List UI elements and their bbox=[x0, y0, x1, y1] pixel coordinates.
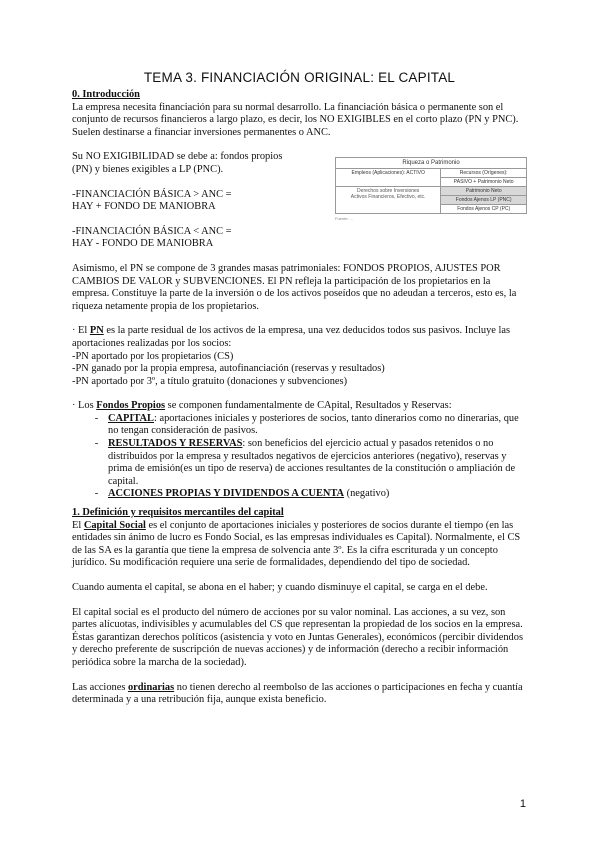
pn-line-2: -PN ganado por la propia empresa, autofinanciación (reservas y resultados) bbox=[72, 363, 385, 375]
acciones-paragraph: El capital social es el producto del número de acciones por su valor nominal. Las acciones, a su vez, son partes alícuotas, indivisibles y acumulables del CS que representan la propiedad de los socios en la empresa. Éstas garantizan derechos políticos (asistencia y voto en Juntas Generales), económicos (percibir dividendos y derecho preferente de suscripción de nuevas acciones) y de información (derecho a recibir información periódica sobre la marcha de la sociedad). bbox=[72, 606, 523, 668]
section-1-heading: 1. Definición y requisitos mercantiles del capital bbox=[72, 507, 284, 519]
fondos-propios-pre: · Los bbox=[72, 400, 97, 412]
ordinarias-term: ordinarias bbox=[127, 681, 175, 693]
section-0-heading: 0. Introducción bbox=[72, 89, 140, 100]
figure-right-head: Recursos (Orígenes): bbox=[441, 169, 527, 178]
list-item-text: (negativo) bbox=[344, 488, 390, 500]
pn-composition-paragraph: Asimismo, el PN se compone de 3 grandes masas patrimoniales: FONDOS PROPIOS, AJUSTES POR CAMBIOS DE VALOR y SUBVENCIONES. El PN refleja la participación de los propietarios en la empresa. Constituye la parte de la inversión o de los activos poseídos que no adeudan a terceros, esto es, la riqueza netamente propia de los propietarios. bbox=[72, 262, 517, 312]
figure-fondos-lp: Fondos Ajenos LP (PNC) bbox=[441, 196, 527, 205]
page-number: 1 bbox=[519, 798, 526, 810]
figure-patrimonio-neto: Patrimonio Neto bbox=[441, 187, 527, 196]
figure-right-sub: PASIVO + Patrimonio Neto bbox=[441, 178, 527, 187]
figure-left-head: Empleos (Aplicaciones): ACTIVO bbox=[336, 169, 441, 187]
list-item-text: : aportaciones iniciales y posteriores de socios, tanto dinerarios como no dinerarias, que no tengan consideración de pasivos. bbox=[108, 412, 519, 437]
figure-left-body bbox=[336, 187, 441, 214]
patrimonio-table bbox=[335, 157, 527, 214]
figure-fondos-cp: Fondos Ajenos CP (PC) bbox=[441, 205, 527, 214]
list-item-text: : son beneficios del ejercicio actual y pasados retenidos o no distribuidos por la empresa y resultados negativos de ejercicios anteriores (negativo), reservas y prima de emisión(es un tipo de reserva) de acciones resultantes de la constitución o ampliación de capital. bbox=[108, 438, 516, 487]
fondos-propios-list bbox=[72, 413, 527, 501]
fondos-propios-post: se componen fundamentalmente de CApital, Resultados y Reservas: bbox=[165, 400, 452, 412]
pn-definition-pre: · El bbox=[72, 325, 90, 337]
intro-row bbox=[72, 151, 527, 251]
figure-left-body-1: Derechos sobre Inversiones bbox=[357, 188, 420, 195]
pn-line-1: -PN aportado por los propietarios (CS) bbox=[72, 350, 234, 362]
pn-definition-post: es la parte residual de los activos de la empresa, una vez deducidos todos sus pasivos. Incluye las aportaciones realizadas por los socios: bbox=[72, 325, 511, 349]
list-item bbox=[106, 438, 527, 488]
document-page bbox=[72, 70, 527, 707]
capital-social-pre: El bbox=[72, 519, 84, 531]
pn-definition-paragraph bbox=[72, 325, 527, 350]
figure-left-body-2: Activos Financieros, Efectivo, etc. bbox=[350, 194, 426, 201]
list-item-term: ACCIONES PROPIAS Y DIVIDENDOS A CUENTA bbox=[108, 488, 345, 500]
fondos-propios-term: Fondos Propios bbox=[96, 400, 166, 412]
ordinarias-pre: Las acciones bbox=[72, 681, 128, 693]
ordinarias-post: no tienen derecho al reembolso de las acciones o participaciones en fecha y cuantía determinada y a una retribución fija, aunque exista beneficio. bbox=[72, 681, 523, 706]
list-item bbox=[106, 413, 527, 438]
intro-paragraph: La empresa necesita financiación para su normal desarrollo. La financiación básica o permanente son el conjunto de recursos financieros a largo plazo, es decir, los NO EXIGIBLES en el corto plazo (PN y PNC). Suelen destinarse a financiar inversiones permanentes o ANC. bbox=[72, 101, 519, 138]
intro-left-column bbox=[72, 151, 302, 251]
patrimonio-figure bbox=[335, 157, 527, 221]
document-title: TEMA 3. FINANCIACIÓN ORIGINAL: EL CAPITAL bbox=[143, 70, 456, 85]
acciones-ordinarias-paragraph bbox=[72, 682, 527, 707]
financiacion-mayor-line1: -FINANCIACIÓN BÁSICA > ANC = bbox=[72, 188, 232, 200]
capital-haber-debe-paragraph: Cuando aumenta el capital, se abona en el haber; y cuando disminuye el capital, se carga en el debe. bbox=[72, 582, 488, 593]
financiacion-menor-line1: -FINANCIACIÓN BÁSICA < ANC = bbox=[72, 225, 232, 237]
list-item-term: RESULTADOS Y RESERVAS bbox=[108, 438, 243, 450]
financiacion-menor-line2: HAY - FONDO DE MANIOBRA bbox=[72, 238, 214, 250]
fondos-propios-paragraph bbox=[72, 400, 527, 413]
financiacion-mayor-line2: HAY + FONDO DE MANIOBRA bbox=[72, 201, 216, 213]
list-item bbox=[106, 488, 527, 501]
figure-title: Riqueza o Patrimonio bbox=[336, 158, 527, 169]
capital-social-paragraph bbox=[72, 520, 527, 570]
no-exigibilidad-paragraph: Su NO EXIGIBILIDAD se debe a: fondos propios (PN) y bienes exigibles a LP (PNC). bbox=[72, 151, 283, 175]
figure-caption: Fuente: ... bbox=[335, 216, 354, 222]
pn-term: PN bbox=[89, 325, 104, 337]
capital-social-post: es el conjunto de aportaciones iniciales y posteriores de socios durante el tiempo (en las entidades sin ánimo de lucro es Fondo Social, es las empresas individuales es Capital). Normalmente, el CS de las SA es la garantía que tiene la empresa de solvencia ante 3º. Es la cifra escriturada y un concepto jurídico. Su modificación requiere una serie de formalidades, dependiendo del tipo de sociedad. bbox=[72, 519, 521, 569]
list-item-term: CAPITAL bbox=[108, 412, 154, 424]
pn-line-3: -PN aportado por 3º, a título gratuito (donaciones y subvenciones) bbox=[72, 375, 348, 387]
capital-social-term: Capital Social bbox=[83, 519, 146, 531]
